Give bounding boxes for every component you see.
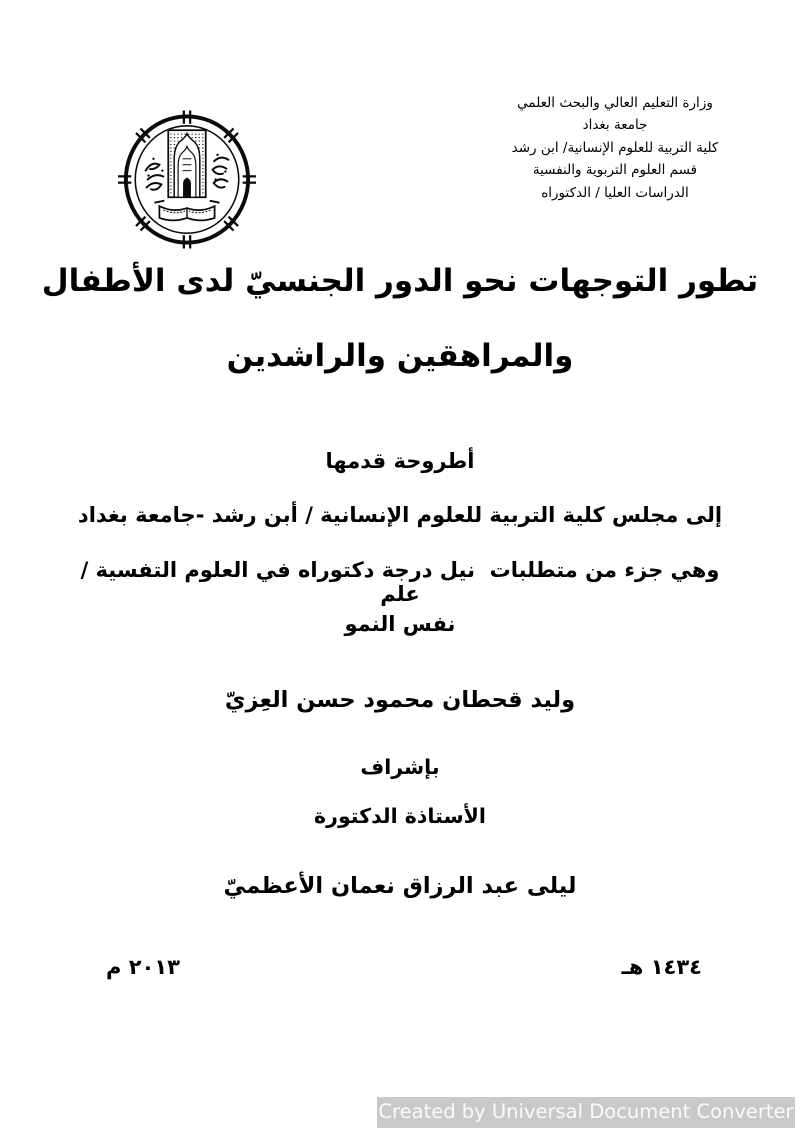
university-logo: [118, 110, 256, 249]
header-line-studies: الدراسات العليا / الدكتوراه: [541, 184, 689, 201]
thesis-title-line-2: والمراهقين والراشدين: [226, 338, 574, 374]
submission-council: إلى مجلس كلية التربية للعلوم الإنسانية / أبن رشد -جامعة بغداد: [77, 503, 723, 527]
header-line-college: كلية التربية للعلوم الإنسانية/ ابن رشد: [511, 139, 719, 156]
submission-specialty: نفس النمو: [344, 612, 456, 636]
header-line-university: جامعة بغداد: [582, 117, 648, 134]
submission-intro: أطروحة قدمها: [325, 449, 475, 473]
submission-requirements: وهي جزء من متطلبات نيل درجة دكتوراه في العلوم التفسية / علم: [65, 558, 720, 606]
supervision-label: بإشراف: [360, 755, 440, 779]
watermark: Created by Universal Document Converter: [377, 1097, 795, 1128]
institution-header: [450, 92, 780, 204]
header-line-department: قسم العلوم التربوية والنفسية: [532, 162, 698, 179]
header-line-ministry: وزارة التعليم العالي والبحث العلمي: [517, 95, 713, 111]
hijri-year: ١٤٣٤ هـ: [621, 955, 702, 979]
university-of-baghdad-seal-icon: [118, 110, 256, 249]
gregorian-year: ٢٠١٣ م: [106, 955, 180, 979]
date-row: [0, 955, 800, 979]
supervisor-name: ليلى عبد الرزاق نعمان الأعظميّ: [223, 873, 577, 899]
author-name: وليد قحطان محمود حسن العِزيّ: [224, 687, 576, 713]
supervisor-title: الأستاذة الدكتورة: [314, 804, 486, 828]
thesis-title-line-1: تطور التوجهات نحو الدور الجنسيّ لدى الأطفال: [41, 263, 759, 299]
